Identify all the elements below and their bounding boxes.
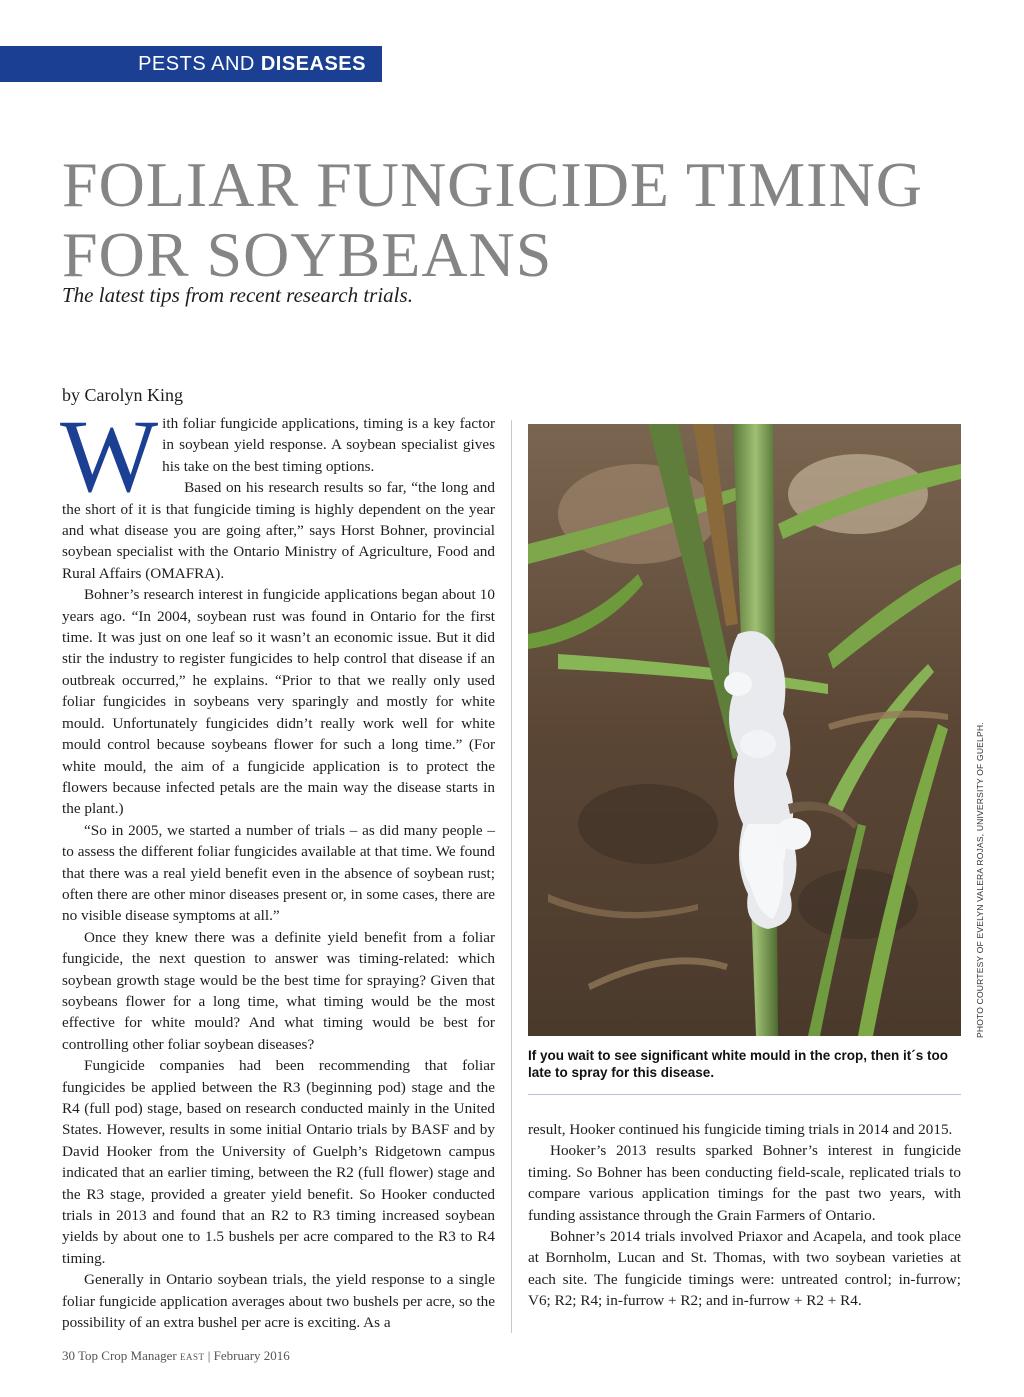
- body-column-right: [528, 1119, 961, 1312]
- body-paragraph: Bohner’s 2014 trials involved Priaxor and Acapela, and took place at Bornholm, Lucan and St. Thomas, with two soybean varieties at each site. The fungicide timings were: untreated control; in-furrow; V6; R2; R4; in-furrow + R2; and in-furrow + R2 + R4.: [528, 1228, 961, 1310]
- photo-illustration: [528, 424, 961, 1036]
- section-banner: [0, 46, 382, 82]
- byline: by Carolyn King: [62, 385, 183, 405]
- body-paragraph: result, Hooker continued his fungicide timing trials in 2014 and 2015.: [528, 1121, 953, 1138]
- page-number: 30: [62, 1348, 75, 1363]
- headline-line-2: FOR SOYBEANS: [62, 219, 553, 290]
- body-paragraph: Fungicide companies had been recommending that foliar fungicides be applied between the R3 (beginning pod) stage and the R4 (full pod) stage, based on research conducted mainly in the United States. However, results in some initial Ontario trials by BASF and by David Hooker from the University of Guelph’s Ridgetown campus indicated that an earlier timing, between the R2 (full flower) stage and the R3 stage, provided a greater yield benefit. So Hooker conducted trials in 2013 and found that an R2 to R3 timing increased soybean yields by about one to 1.5 bushels per acre compared to the R3 to R4 timing.: [62, 1057, 495, 1267]
- page-footer: [62, 1348, 290, 1364]
- body-paragraph: “So in 2005, we started a number of trials – as did many people – to assess the different foliar fungicides available at that time. We found that there was a real yield benefit even in the absence of soybean rust; often there are other minor diseases present or, in some cases, there are no visible disease symptoms at all.”: [62, 821, 495, 925]
- headline-line-1: FOLIAR FUNGICIDE TIMING: [62, 149, 923, 220]
- caption-divider: [528, 1094, 961, 1095]
- white-mould-soybean-photo: [528, 424, 961, 1036]
- body-paragraph: Once they knew there was a definite yield benefit from a foliar fungicide, the next question to answer was timing-related: which soybean growth stage would be the best time for spraying? Given that soybeans flower for a long time, what timing would be the most effective for white mould? And what timing would be best for controlling other foliar soybean diseases?: [62, 928, 495, 1053]
- footer-separator: |: [207, 1348, 211, 1363]
- magazine-name: Top Crop Manager: [78, 1348, 177, 1363]
- column-divider: [511, 420, 512, 1333]
- body-column-left: [60, 399, 495, 1333]
- body-paragraph: With foliar fungicide applications, timing is a key factor in soybean yield response. A soybean specialist gives his take on the best timing options.: [60, 399, 495, 514]
- body-paragraph: Hooker’s 2013 results sparked Bohner’s interest in fungicide timing. So Bohner has been conducting field-scale, replicated trials to compare various application timings for the past two years, with funding assistance through the Grain Farmers of Ontario.: [528, 1142, 961, 1224]
- article-deck: The latest tips from recent research trials.: [62, 283, 413, 307]
- body-paragraph: Generally in Ontario soybean trials, the yield response to a single foliar fungicide application averages about two bushels per acre, so the possibility of an extra bushel per acre is exciting. As a: [62, 1271, 495, 1332]
- photo-caption: If you wait to see significant white mould in the crop, then it´s too late to spray for this disease.: [528, 1048, 949, 1080]
- section-label-bold: DISEASES: [260, 52, 366, 75]
- section-label-regular: PESTS AND: [138, 52, 255, 75]
- magazine-edition: EAST: [180, 1352, 205, 1362]
- photo-credit: PHOTO COURTESY OF EVELYN VALERA ROJAS, UNIVERSITY OF GUELPH.: [975, 722, 985, 1038]
- drop-cap: W: [60, 399, 159, 514]
- body-paragraph: Bohner’s research interest in fungicide applications began about 10 years ago. “In 2004, soybean rust was found in Ontario for the first time. It was just on one leaf so it wasn’t an economic issue. But it did stir the industry to register fungicides to help control that disease if an outbreak occurred,” he explains. “Prior to that we really only used foliar fungicides in soybeans very sparingly and mostly for white mould. Unfortunately fungicides didn’t really work well for white mould control because soybeans flower for such a long time.” (For white mould, the aim of a fungicide application is to protect the flowers because infected petals are the main way the disease starts in the plant.): [62, 586, 495, 818]
- article-headline: [62, 150, 962, 290]
- issue-date: February 2016: [213, 1348, 290, 1363]
- body-paragraph: Based on his research results so far, “the long and the short of it is that fungicide timing is highly dependent on the year and what disease you are going after,” says Horst Bohner, provincial soybean specialist with the Ontario Ministry of Agriculture, Food and Rural Affairs (OMAFRA).: [62, 479, 495, 582]
